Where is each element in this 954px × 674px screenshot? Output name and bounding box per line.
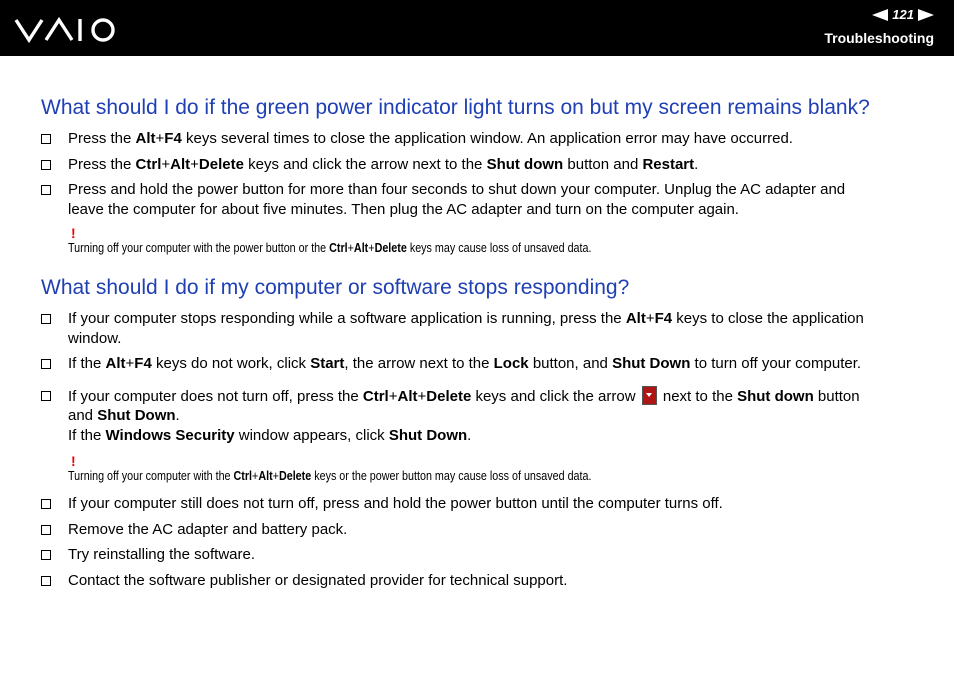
text: + bbox=[190, 155, 199, 173]
key-name: Delete bbox=[374, 241, 407, 255]
button-name: Shut Down bbox=[388, 426, 468, 444]
text: If your computer stops responding while a software application is running, press the bbox=[68, 310, 626, 327]
key-name: Alt bbox=[105, 355, 126, 372]
section-title: Troubleshooting bbox=[824, 30, 934, 46]
key-name: Ctrl bbox=[135, 155, 162, 173]
key-name: Alt bbox=[353, 241, 369, 255]
key-name: Delete bbox=[278, 469, 312, 483]
key-name: F4 bbox=[654, 310, 673, 327]
button-name: Shut down bbox=[737, 387, 814, 405]
button-name: Lock bbox=[493, 355, 529, 372]
text: Press the bbox=[68, 155, 136, 173]
text: If the bbox=[68, 355, 106, 372]
text: to turn off your computer. bbox=[690, 355, 862, 372]
warning-note bbox=[41, 226, 931, 256]
list-item bbox=[41, 309, 931, 348]
text: + bbox=[368, 241, 375, 255]
list-item bbox=[41, 545, 931, 565]
text: + bbox=[347, 241, 354, 255]
text: keys several times to close the application window. An application error may have occurred. bbox=[181, 130, 793, 147]
text: + bbox=[155, 130, 165, 147]
text: Try reinstalling the software. bbox=[68, 546, 256, 563]
list-item bbox=[41, 494, 931, 514]
note-text bbox=[68, 468, 810, 484]
text: keys may cause loss of unsaved data. bbox=[406, 241, 592, 255]
next-page-arrow-icon[interactable] bbox=[918, 9, 934, 21]
checkbox-bullet-icon bbox=[41, 550, 51, 560]
button-name: Shut Down bbox=[97, 407, 176, 424]
text: + bbox=[125, 355, 135, 372]
list-item bbox=[41, 571, 931, 591]
text: keys and click the arrow bbox=[471, 387, 640, 405]
checkbox-bullet-icon bbox=[41, 499, 51, 509]
text-line: Press and hold the power button for more than four seconds to shut down your computer. Unplug the AC adapter and bbox=[68, 181, 846, 198]
text: Press the bbox=[68, 130, 136, 147]
note-text bbox=[68, 240, 810, 256]
text: . bbox=[175, 407, 180, 424]
text-line: window. bbox=[68, 329, 122, 347]
text: button, and bbox=[528, 355, 613, 372]
text: + bbox=[272, 469, 279, 483]
shutdown-arrow-icon bbox=[642, 386, 657, 405]
warning-note bbox=[41, 454, 931, 484]
text: button bbox=[813, 387, 860, 405]
list-item bbox=[41, 129, 931, 149]
checkbox-bullet-icon bbox=[41, 576, 51, 586]
question-heading-stops-responding: What should I do if my computer or software stops responding? bbox=[41, 276, 630, 299]
text: keys or the power button may cause loss of unsaved data. bbox=[311, 469, 592, 483]
text: + bbox=[417, 387, 427, 405]
page-content bbox=[41, 95, 931, 590]
button-name: Shut Down bbox=[612, 355, 691, 372]
text: next to the bbox=[658, 387, 738, 405]
key-name: Alt bbox=[258, 469, 273, 483]
key-name: Alt bbox=[135, 130, 156, 147]
text-line: leave the computer for about five minutes. Then plug the AC adapter and turn on the computer again. bbox=[68, 200, 739, 218]
window-name: Windows Security bbox=[105, 426, 235, 444]
checkbox-bullet-icon bbox=[41, 314, 51, 324]
text: Remove the AC adapter and battery pack. bbox=[68, 520, 348, 538]
text: window appears, click bbox=[234, 426, 389, 444]
key-name: Delete bbox=[426, 387, 472, 405]
checkbox-bullet-icon bbox=[41, 359, 51, 369]
text: + bbox=[645, 310, 655, 327]
key-name: Alt bbox=[625, 310, 646, 327]
text: If your computer still does not turn off, press and hold the power button until the computer turns off. bbox=[68, 495, 723, 512]
checkbox-bullet-icon bbox=[41, 185, 51, 195]
key-name: F4 bbox=[164, 130, 182, 147]
text: keys and click the arrow next to the bbox=[243, 155, 487, 173]
text: + bbox=[252, 469, 259, 483]
list-item bbox=[41, 520, 931, 540]
checkbox-bullet-icon bbox=[41, 391, 51, 401]
text: . bbox=[694, 155, 699, 173]
key-name: Ctrl bbox=[329, 241, 348, 255]
text: button and bbox=[563, 155, 643, 173]
list-item bbox=[41, 155, 931, 175]
list-item bbox=[41, 386, 931, 446]
text: , the arrow next to the bbox=[344, 355, 494, 372]
text: If your computer does not turn off, press the bbox=[68, 387, 363, 405]
button-name: Shut down bbox=[486, 155, 564, 173]
list-item bbox=[41, 180, 931, 219]
key-name: Alt bbox=[170, 155, 191, 173]
key-name: Ctrl bbox=[362, 387, 389, 405]
checkbox-bullet-icon bbox=[41, 134, 51, 144]
text: keys to close the application bbox=[672, 310, 864, 327]
text: + bbox=[388, 387, 398, 405]
text: and bbox=[68, 407, 98, 424]
text: + bbox=[161, 155, 171, 173]
warning-icon: ! bbox=[71, 225, 76, 241]
button-name: Restart bbox=[642, 155, 695, 173]
text: Turning off your computer with the bbox=[68, 469, 234, 483]
warning-icon: ! bbox=[71, 453, 76, 469]
vaio-logo bbox=[14, 12, 122, 44]
text: . bbox=[467, 426, 472, 444]
key-name: F4 bbox=[134, 355, 152, 372]
page-header bbox=[0, 0, 954, 56]
text: Turning off your computer with the power button or the bbox=[68, 241, 330, 255]
button-name: Start bbox=[310, 355, 345, 372]
previous-page-arrow-icon[interactable] bbox=[872, 9, 888, 21]
list-item bbox=[41, 354, 931, 374]
checkbox-bullet-icon bbox=[41, 525, 51, 535]
text: keys do not work, click bbox=[151, 355, 311, 372]
question-heading-blank-screen: What should I do if the green power indicator light turns on but my screen remains blank? bbox=[41, 96, 870, 119]
text: If the bbox=[68, 426, 106, 444]
key-name: Alt bbox=[397, 387, 418, 405]
page-number: 121 bbox=[892, 7, 914, 22]
key-name: Delete bbox=[198, 155, 244, 173]
page-navigation bbox=[872, 7, 934, 22]
text: Contact the software publisher or designated provider for technical support. bbox=[68, 571, 568, 589]
checkbox-bullet-icon bbox=[41, 160, 51, 170]
key-name: Ctrl bbox=[233, 469, 253, 483]
